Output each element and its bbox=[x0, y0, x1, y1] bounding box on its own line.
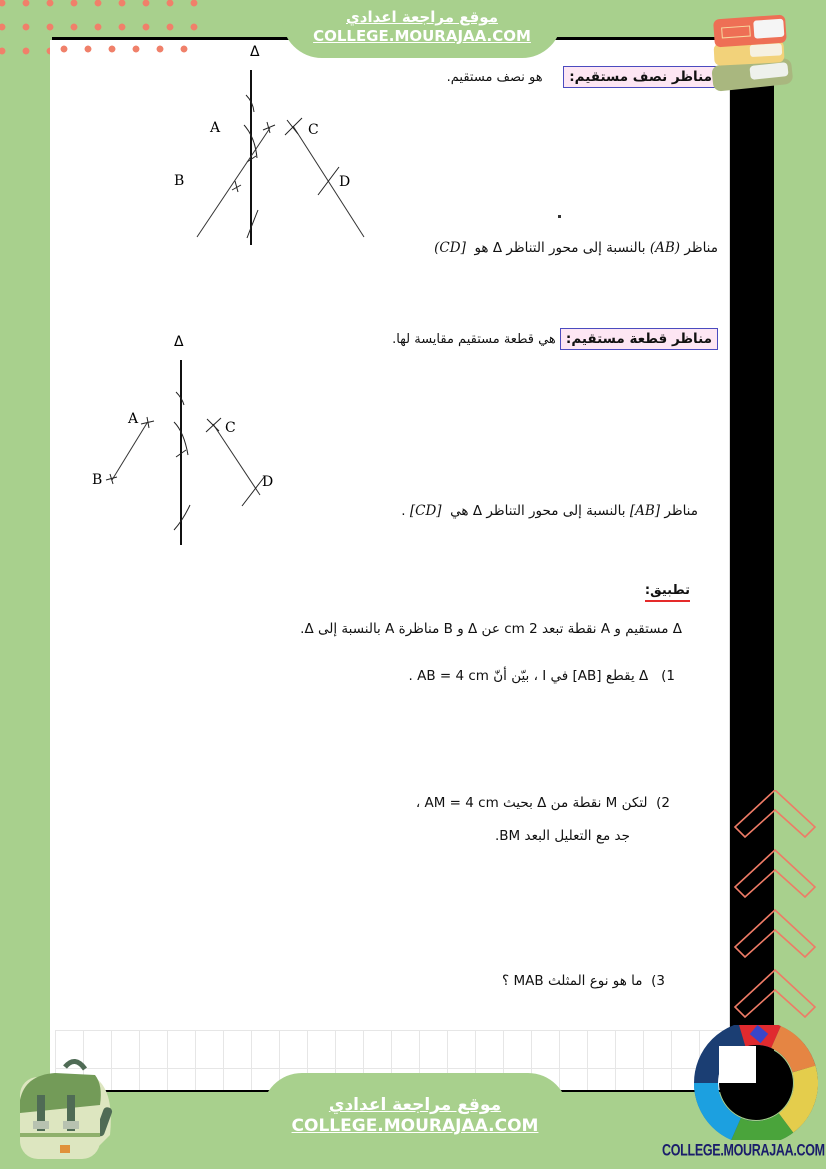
question-2: 2) لتكن M نقطة من Δ بحيث AM = 4 cm ، bbox=[415, 795, 670, 811]
definition-text: هو نصف مستقيم. bbox=[446, 70, 543, 85]
svg-text:D: D bbox=[339, 174, 351, 190]
question-3: 3) ما هو نوع المثلث MAB ؟ bbox=[502, 973, 665, 989]
definition-half-line bbox=[447, 66, 718, 88]
footer-arabic-title: موقع مراجعة اعدادي bbox=[328, 1095, 502, 1115]
svg-text:C: C bbox=[308, 122, 319, 138]
term-box: مناظر قطعة مستقيم: bbox=[560, 328, 718, 350]
svg-text:D: D bbox=[262, 474, 274, 490]
svg-text:B: B bbox=[92, 472, 103, 488]
header-banner[interactable] bbox=[282, 0, 562, 58]
footer-site-link[interactable]: COLLEGE.MOURAJAA.COM bbox=[291, 1116, 539, 1137]
site-logo-icon bbox=[694, 1025, 818, 1140]
figure-segment bbox=[80, 330, 300, 550]
question-1: 1) Δ يقطع [AB] في I ، بيّن أنّ AB = 4 cm . bbox=[408, 668, 675, 684]
axis-label-delta: Δ bbox=[250, 44, 260, 60]
header-site-link[interactable]: COLLEGE.MOURAJAA.COM bbox=[313, 26, 531, 45]
header-arabic-title: موقع مراجعة اعدادي bbox=[346, 8, 498, 26]
example-half-line: مناظر (AB) بالنسبة إلى محور التناظر Δ هو [CD) bbox=[434, 240, 718, 256]
document-page bbox=[50, 40, 730, 1090]
definition-segment bbox=[392, 328, 718, 350]
footer-banner[interactable] bbox=[262, 1073, 568, 1169]
chevron-decoration bbox=[733, 790, 817, 1030]
figure-half-line bbox=[140, 40, 370, 250]
application-statement: Δ مستقيم و A نقطة تبعد 2 cm عن Δ و B مناظرة A بالنسبة إلى Δ. bbox=[300, 621, 682, 637]
svg-text:A: A bbox=[210, 120, 221, 136]
application-title: تطبيق: bbox=[645, 583, 690, 598]
question-2-line-2: جد مع التعليل البعد BM. bbox=[495, 828, 630, 844]
logo-site-url: COLLEGE.MOURAJAA.COM bbox=[662, 1140, 825, 1160]
term-box: مناظر نصف مستقيم: bbox=[563, 66, 718, 88]
books-stack-icon bbox=[700, 12, 795, 100]
example-segment: مناظر [AB] بالنسبة إلى محور التناظر Δ هي [CD] . bbox=[401, 503, 698, 519]
svg-text:B: B bbox=[174, 173, 185, 189]
backpack-icon bbox=[15, 1055, 120, 1165]
left-border bbox=[0, 0, 50, 1169]
axis-label-delta: Δ bbox=[174, 334, 184, 350]
svg-text:C: C bbox=[225, 420, 236, 436]
svg-text:A: A bbox=[128, 411, 139, 427]
definition-text: هي قطعة مستقيم مقايسة لها. bbox=[392, 332, 556, 347]
